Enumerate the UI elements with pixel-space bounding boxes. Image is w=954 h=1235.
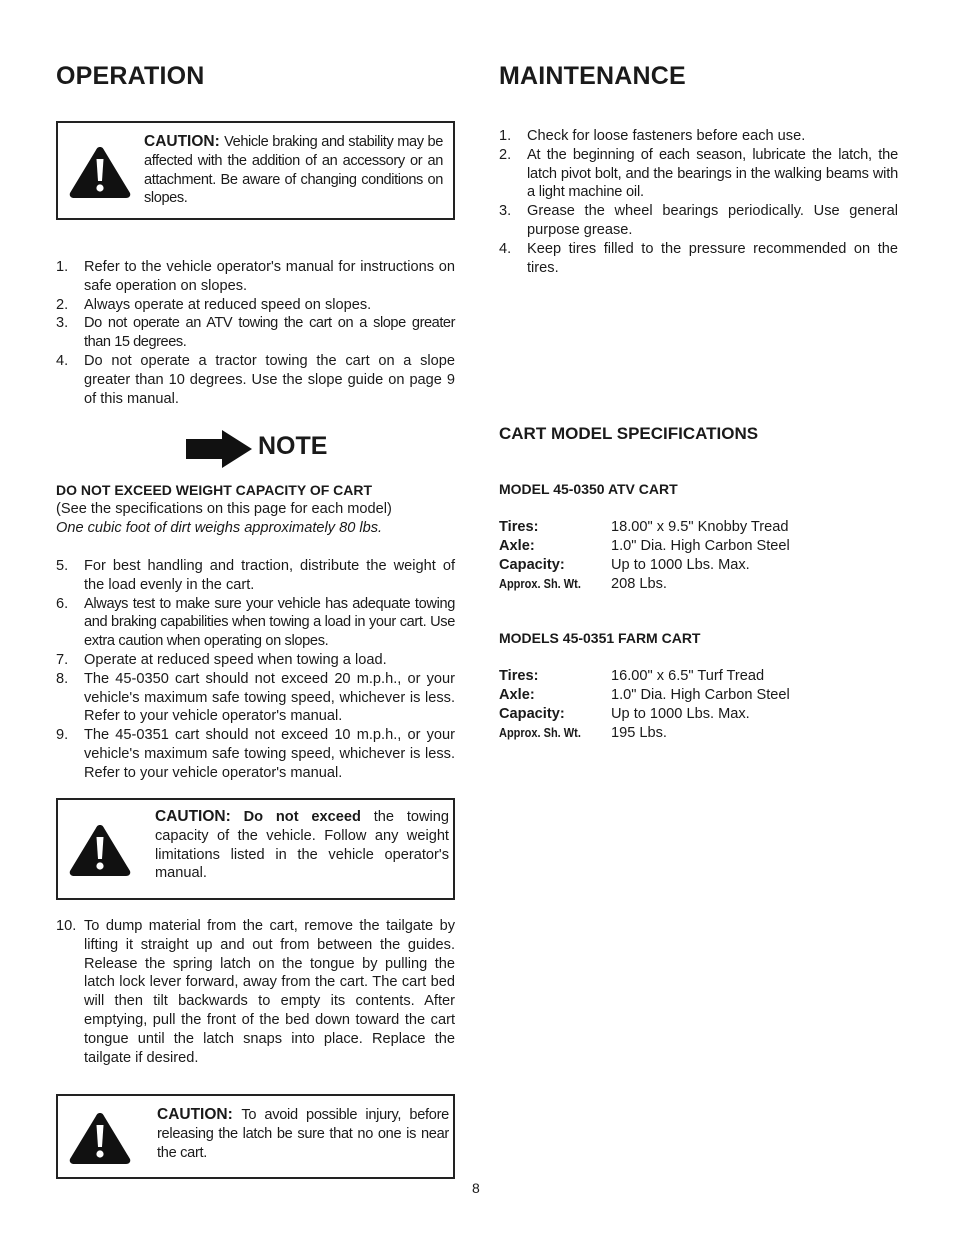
warning-triangle-icon bbox=[68, 145, 132, 199]
list-item: 3. Grease the wheel bearings periodically. Use general purpose grease. bbox=[499, 203, 898, 238]
caution-emphasis: Do not exceed bbox=[243, 809, 361, 825]
maintenance-title: MAINTENANCE bbox=[499, 62, 686, 90]
list-item: 3. Do not operate an ATV towing the cart on a slope greater than 15 degrees. bbox=[56, 315, 455, 351]
model2-specs: Tires: 16.00" x 6.5" Turf Tread Axle: 1.0" Dia. High Carbon Steel Capacity: Up to 1000 Lbs. Max. Approx. Sh. Wt. 195 Lbs. bbox=[499, 668, 790, 741]
caution-box-towing bbox=[56, 798, 455, 900]
list-item: 2. At the beginning of each season, lubricate the latch, the latch pivot bolt, and the bearings in the walking beams with a light machine oil. bbox=[499, 146, 898, 201]
note-block bbox=[56, 481, 456, 537]
caution-text-towing bbox=[155, 808, 449, 883]
operation-title: OPERATION bbox=[56, 62, 205, 90]
note-line-2: One cubic foot of dirt weighs approximately 80 lbs. bbox=[56, 519, 383, 536]
list-item: 2. Always operate at reduced speed on slopes. bbox=[56, 296, 372, 313]
operation-steps-c bbox=[56, 917, 455, 1067]
list-item: 1. Check for loose fasteners before each use. bbox=[499, 128, 806, 144]
caution-body: the towing capacity of the vehicle. Follow any weight limitations listed in the vehicle operator's manual. bbox=[155, 809, 450, 882]
list-item: 4. Do not operate a tractor towing the cart on a slope greater than 10 degrees. Use the slope guide on page 9 of this manual. bbox=[56, 352, 455, 407]
caution-body: Vehicle braking and stability may be affected with the addition of an accessory or an attachment. Be aware of changing conditions on slopes. bbox=[144, 134, 443, 207]
caution-label: CAUTION: bbox=[155, 808, 231, 825]
list-item: 7. Operate at reduced speed when towing a load. bbox=[56, 651, 387, 668]
list-item: 4. Keep tires filled to the pressure recommended on the tires. bbox=[499, 240, 898, 276]
caution-box-slopes bbox=[56, 121, 455, 220]
caution-text-latch bbox=[157, 1106, 449, 1162]
note-line-1: (See the specifications on this page for each model) bbox=[56, 500, 392, 517]
list-item: 8. The 45-0350 cart should not exceed 20 m.p.h., or your vehicle's maximum safe towing speed, whichever is less. Refer to your vehicle operator's manual. bbox=[56, 670, 455, 725]
note-label: NOTE bbox=[258, 432, 328, 460]
operation-steps-b bbox=[56, 557, 455, 783]
model1-specs: Tires: 18.00" x 9.5" Knobby Tread Axle: 1.0" Dia. High Carbon Steel Capacity: Up to 1000 Lbs. Max. Approx. Sh. Wt. 208 Lbs. bbox=[499, 519, 790, 592]
warning-triangle-icon bbox=[68, 1111, 132, 1165]
specs-title: CART MODEL SPECIFICATIONS bbox=[499, 424, 759, 443]
list-item: 10. To dump material from the cart, remove the tailgate by lifting it straight up and out from between the guides. Release the spring latch on the tongue by pulling the latch lock lever forward, away from the cart. The cart bed will then tilt backwards to empty its contents. After emptying, pull the front of the bed down toward the cart tongue until the latch snaps into place. Replace the tailgate if desired. bbox=[56, 918, 455, 1066]
note-heading: DO NOT EXCEED WEIGHT CAPACITY OF CART bbox=[56, 482, 373, 498]
operation-steps-a bbox=[56, 258, 455, 408]
model1-heading: MODEL 45-0350 ATV CART bbox=[499, 481, 678, 497]
caution-label: CAUTION: bbox=[144, 133, 220, 150]
caution-box-latch bbox=[56, 1094, 455, 1179]
maintenance-steps bbox=[499, 127, 898, 277]
arrow-right-icon bbox=[186, 430, 252, 468]
caution-body: To avoid possible injury, before releasing the latch be sure that no one is near the cart. bbox=[157, 1107, 449, 1161]
caution-text-slopes bbox=[144, 133, 443, 208]
list-item: 9. The 45-0351 cart should not exceed 10 m.p.h., or your vehicle's maximum safe towing speed, whichever is less. Refer to your vehicle operator's manual. bbox=[56, 727, 455, 781]
warning-triangle-icon bbox=[68, 823, 132, 877]
page-number: 8 bbox=[472, 1180, 480, 1196]
caution-label: CAUTION: bbox=[157, 1106, 233, 1123]
list-item: 1. Refer to the vehicle operator's manual for instructions on safe operation on slopes. bbox=[56, 259, 455, 294]
list-item: 6. Always test to make sure your vehicle has adequate towing and braking capabilities when towing a load in your cart. Use extra caution when operating on slopes. bbox=[56, 595, 455, 650]
model2-heading: MODELS 45-0351 FARM CART bbox=[499, 630, 701, 646]
list-item: 5. For best handling and traction, distribute the weight of the load evenly in the cart. bbox=[56, 558, 455, 593]
